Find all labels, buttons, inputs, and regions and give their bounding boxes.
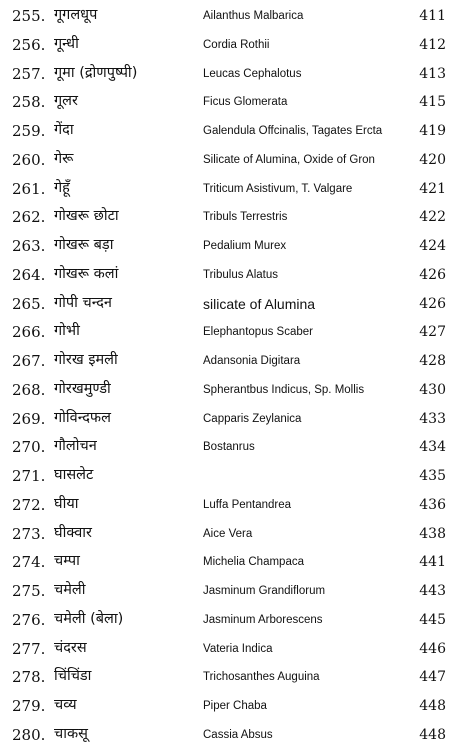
index-entry: [0, 32, 460, 58]
hindi-name: गोपी चन्दन: [54, 294, 112, 311]
hindi-name: चाकसू: [54, 725, 88, 742]
botanical-name: Triticum Asistivum, T. Valgare: [203, 182, 353, 195]
index-entry: [0, 693, 460, 719]
page-number: 447: [419, 669, 446, 686]
hindi-name: चव्य: [54, 697, 77, 713]
botanical-name: Cordia Rothii: [203, 38, 270, 51]
botanical-name: Ailanthus Malbarica: [203, 10, 304, 22]
index-entry: [0, 89, 460, 115]
entry-number: 275.: [12, 582, 46, 600]
index-entry: [0, 377, 460, 403]
entry-number: 260.: [12, 150, 46, 169]
botanical-name: Spherantbus Indicus, Sp. Mollis: [203, 383, 365, 396]
index-entry: [0, 664, 460, 690]
index-entry: [0, 204, 460, 230]
page-number: 420: [419, 151, 446, 168]
index-entry: [0, 319, 460, 345]
index-entry: [0, 61, 460, 87]
botanical-name: Cassia Absus: [203, 728, 273, 741]
page-number: 426: [419, 266, 446, 283]
page-number: 424: [419, 238, 446, 254]
entry-number: 267.: [12, 352, 46, 370]
page-number: 448: [419, 698, 446, 714]
botanical-name: Adansonia Digitara: [203, 355, 301, 367]
page-number: 419: [419, 123, 446, 139]
hindi-name: गूमा (द्रोणपुष्पी): [54, 64, 138, 81]
entry-number: 276.: [12, 610, 46, 629]
index-entry: [0, 492, 460, 518]
botanical-name: Ficus Glomerata: [203, 96, 288, 109]
entry-number: 256.: [12, 35, 46, 54]
index-entry: [0, 578, 460, 604]
index-entry: [0, 262, 460, 288]
botanical-name: Galendula Offcinalis, Tagates Ercta: [203, 125, 383, 137]
botanical-name: Silicate of Alumina, Oxide of Gron: [203, 153, 375, 166]
entry-number: 278.: [12, 668, 46, 687]
hindi-name: गूलर: [54, 93, 78, 110]
index-entry: [0, 147, 460, 173]
page-number: 438: [419, 525, 446, 542]
hindi-name: गेहूँ: [54, 179, 70, 196]
entry-number: 272.: [12, 495, 46, 514]
entry-number: 257.: [12, 64, 46, 83]
page-number: 427: [419, 324, 446, 341]
botanical-name: Leucas Cephalotus: [203, 67, 302, 80]
page-number: 446: [419, 640, 446, 657]
entry-number: 255.: [12, 7, 46, 25]
page-number: 428: [419, 353, 446, 369]
botanical-name: Elephantopus Scaber: [203, 326, 313, 339]
index-entry: [0, 636, 460, 662]
entry-number: 273.: [12, 524, 46, 543]
index-entry: [0, 722, 460, 748]
botanical-name: Bostanrus: [203, 441, 255, 454]
page-number: 434: [419, 439, 446, 456]
entry-number: 280.: [12, 725, 46, 744]
entry-number: 274.: [12, 553, 46, 572]
entry-number: 259.: [12, 122, 46, 140]
hindi-name: गोखरू कलां: [54, 265, 119, 282]
index-entry: [0, 521, 460, 547]
page-number: 413: [419, 65, 446, 82]
index-entry: [0, 549, 460, 575]
botanical-name: Trichosanthes Auguina: [203, 671, 320, 684]
entry-number: 265.: [12, 294, 46, 313]
hindi-name: गोखरू छोटा: [54, 208, 119, 225]
hindi-name: चमेली (बेला): [54, 610, 124, 627]
page-number: 448: [419, 726, 446, 743]
entry-number: 277.: [12, 639, 46, 658]
page-number: 421: [419, 180, 446, 197]
entry-number: 269.: [12, 409, 46, 428]
botanical-name: Aice Vera: [203, 527, 253, 540]
hindi-name: चिंचिंडा: [54, 668, 92, 685]
page-number: 443: [419, 583, 446, 599]
botanical-name: Michelia Champaca: [203, 556, 304, 569]
index-entry: [0, 434, 460, 460]
hindi-name: घासलेट: [54, 467, 94, 483]
entry-number: 271.: [12, 467, 46, 485]
botanical-name: Pedalium Murex: [203, 240, 287, 252]
page-number: 433: [419, 410, 446, 427]
hindi-name: गोभी: [54, 323, 80, 340]
index-entry: [0, 176, 460, 202]
hindi-name: गोखरू बड़ा: [54, 237, 114, 253]
index-entry: [0, 118, 460, 144]
botanical-name: Piper Chaba: [203, 700, 267, 712]
entry-number: 279.: [12, 697, 46, 715]
page-number: 445: [419, 611, 446, 628]
hindi-name: घीया: [54, 495, 79, 512]
index-entry: [0, 348, 460, 374]
hindi-name: गोरखमुण्डी: [54, 380, 111, 397]
entry-number: 262.: [12, 208, 46, 227]
hindi-name: गून्धी: [54, 35, 79, 52]
page-number: 415: [419, 94, 446, 111]
hindi-name: चंदरस: [54, 639, 87, 656]
page-number: 426: [419, 295, 446, 312]
page-number: 411: [419, 8, 446, 24]
index-entry: [0, 607, 460, 633]
index-entry: [0, 406, 460, 432]
index-entry: [0, 3, 460, 29]
botanical-name: Jasminum Arborescens: [203, 613, 323, 626]
entry-number: 268.: [12, 380, 46, 399]
entry-number: 266.: [12, 323, 46, 342]
index-entry: [0, 233, 460, 259]
hindi-name: गेरू: [54, 150, 74, 167]
entry-number: 261.: [12, 179, 46, 198]
botanical-name: Tribulus Alatus: [203, 268, 278, 281]
hindi-name: चम्पा: [54, 553, 80, 570]
botanical-name: Jasminum Grandiflorum: [203, 585, 326, 597]
botanical-name: Tribuls Terrestris: [203, 211, 288, 224]
hindi-name: चमेली: [54, 582, 86, 598]
index-entry: [0, 291, 460, 317]
page-number: 412: [419, 36, 446, 53]
hindi-name: गेंदा: [54, 122, 74, 138]
page-number: 430: [419, 381, 446, 398]
botanical-name: Capparis Zeylanica: [203, 412, 302, 425]
botanical-name: Vateria Indica: [203, 642, 273, 655]
page-number: 422: [419, 209, 446, 226]
page-number: 436: [419, 496, 446, 513]
hindi-name: घीक्वार: [54, 524, 92, 541]
entry-number: 264.: [12, 265, 46, 284]
hindi-name: गोरख इमली: [54, 352, 118, 368]
page-number: 441: [419, 554, 446, 571]
page-number: 435: [419, 468, 446, 484]
index-entry: [0, 463, 460, 489]
hindi-name: गौलोचन: [54, 438, 97, 455]
entry-number: 263.: [12, 237, 46, 255]
entry-number: 270.: [12, 438, 46, 457]
botanical-name: Luffa Pentandrea: [203, 498, 292, 511]
botanical-name: silicate of Alumina: [203, 295, 316, 312]
entry-number: 258.: [12, 93, 46, 112]
hindi-name: गूगलधूप: [54, 7, 98, 23]
hindi-name: गोविन्दफल: [54, 409, 111, 426]
